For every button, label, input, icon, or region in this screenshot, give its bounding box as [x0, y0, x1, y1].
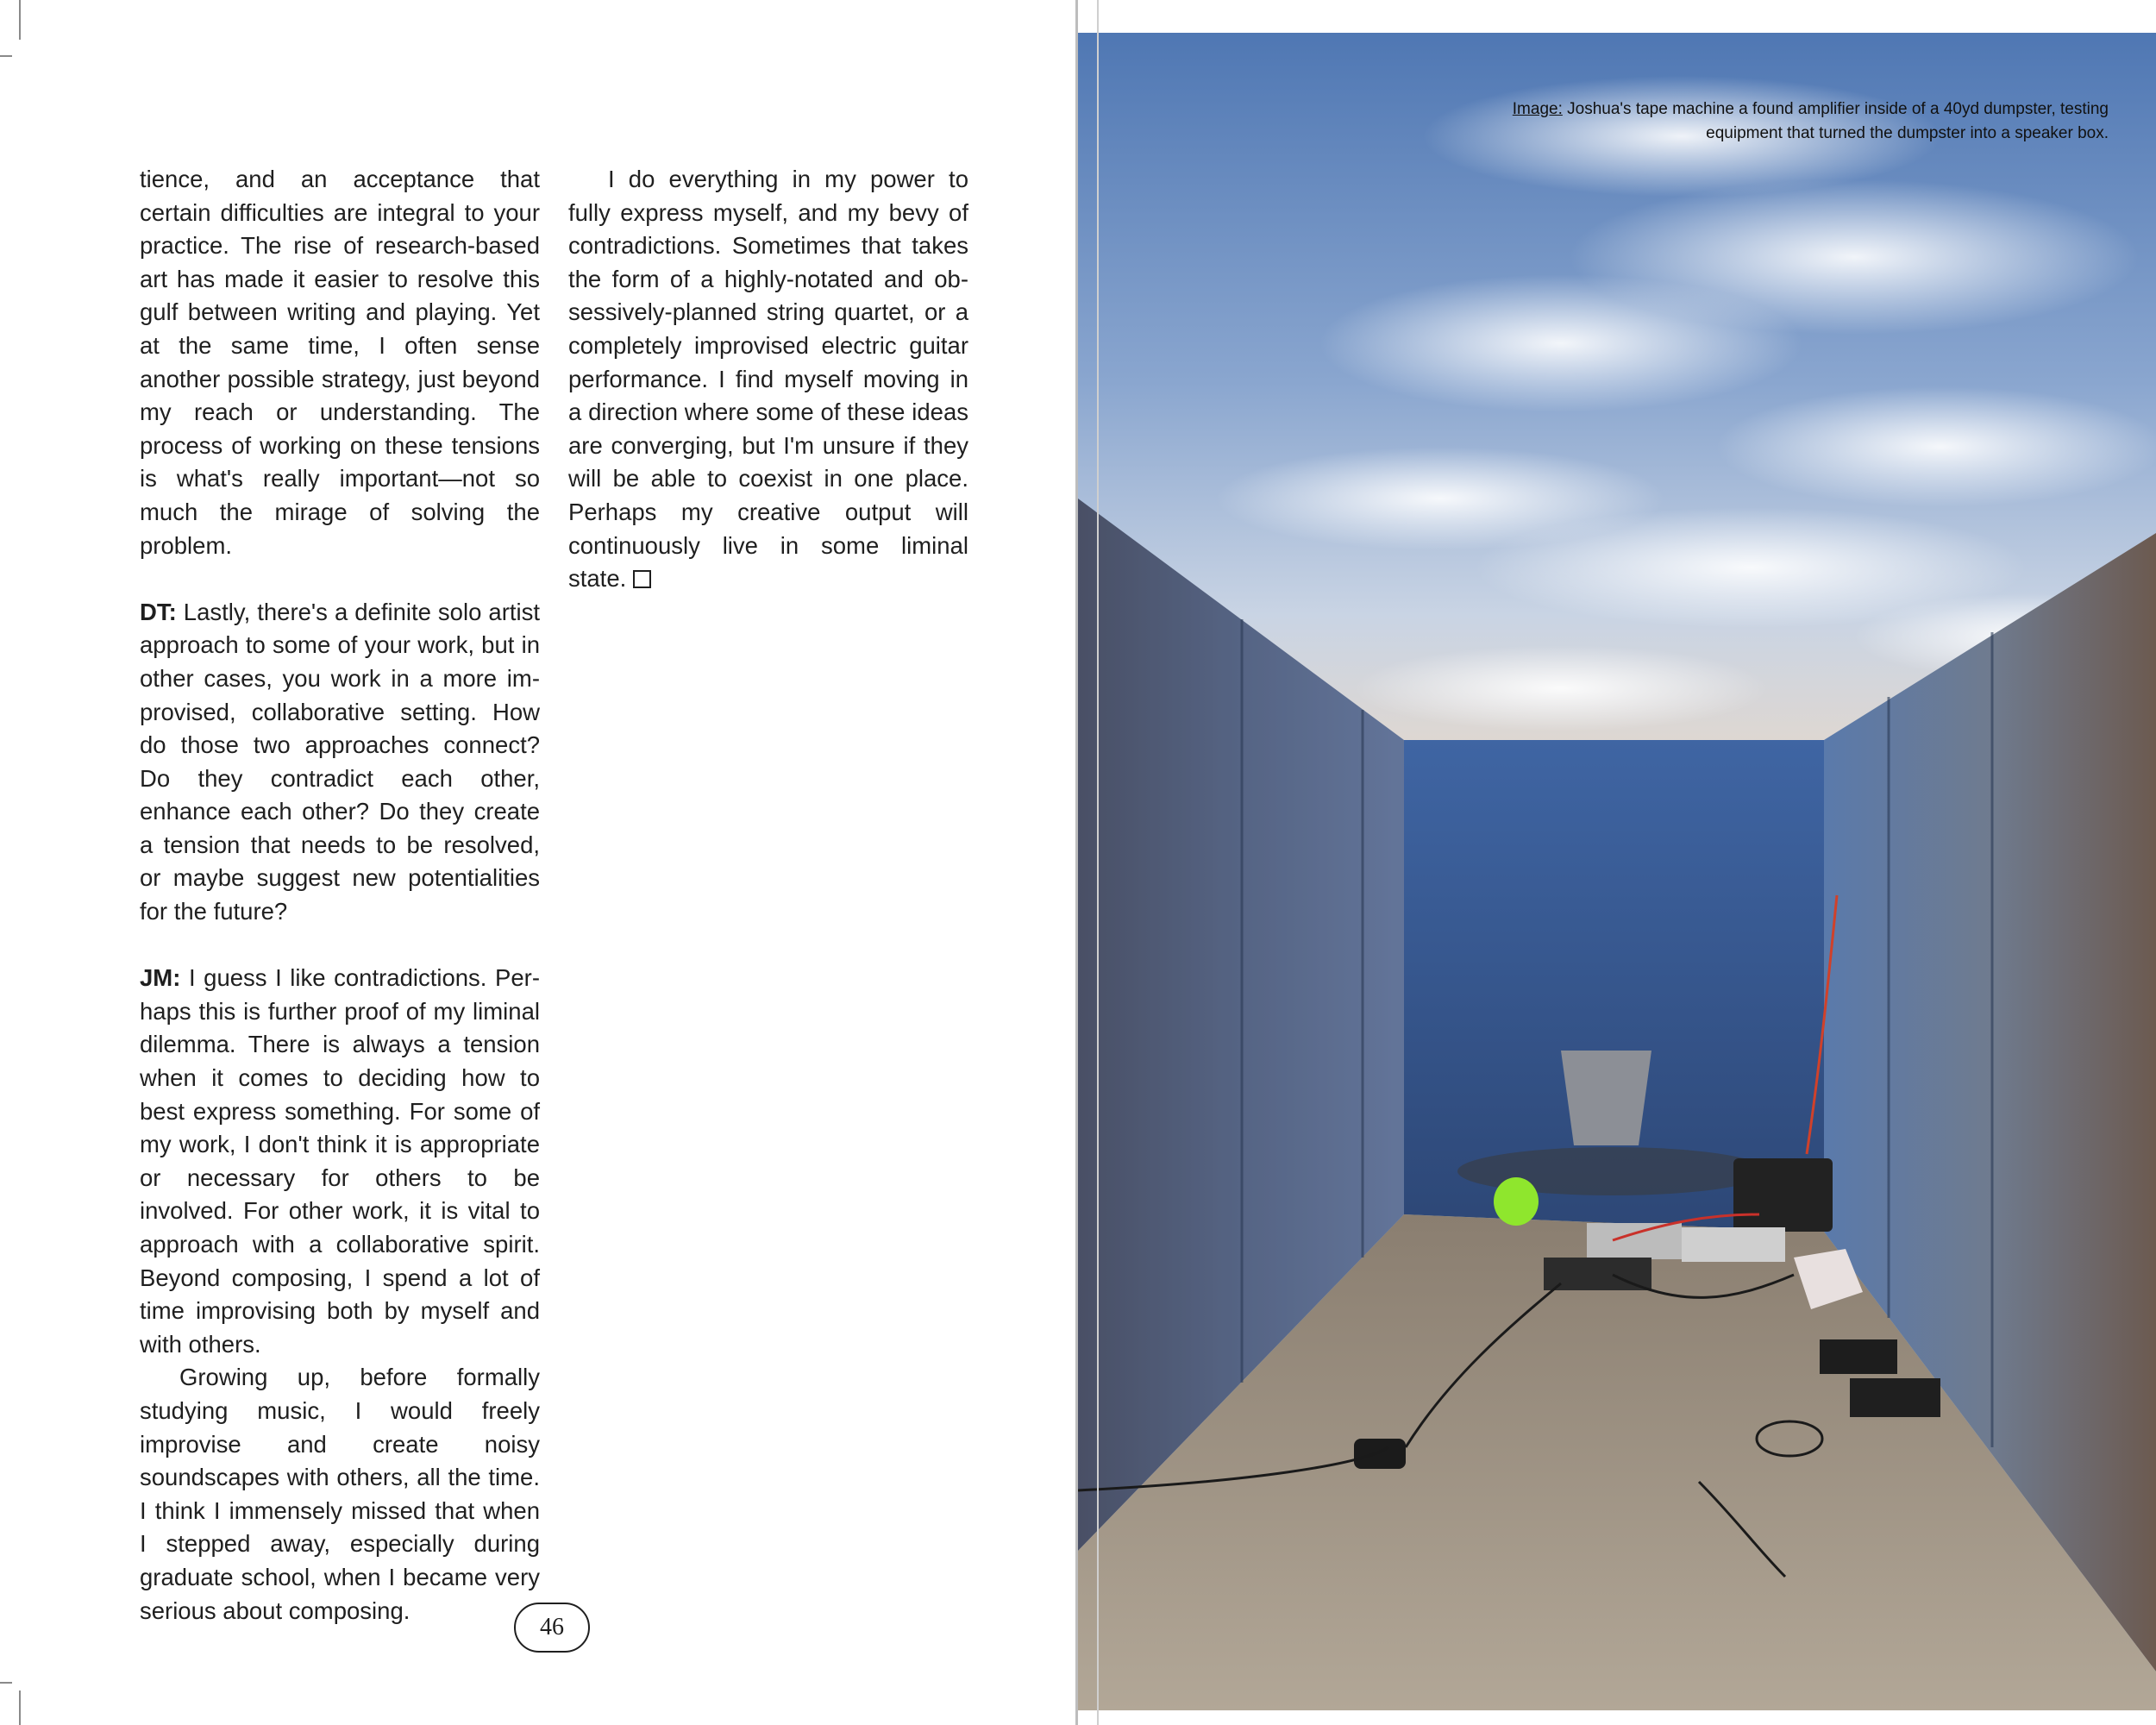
text-column-2	[568, 163, 968, 596]
text-column-1	[140, 163, 540, 1628]
caption-text: Joshua's tape machine a found amplifier inside of a 40yd dumpster, testing equipment that turned the dumpster into a speaker box.	[1562, 100, 2109, 142]
interview-question	[140, 596, 540, 929]
crop-mark	[0, 55, 12, 57]
paragraph-text: I do everything in my power to fully express myself, and my bevy of contradictions. Sometimes that takes the form of a highly-notated and obsessively-planned string quartet, or a completely improvised electric guitar performance. I find myself moving in a direction where some of these ideas are converging, but I'm unsure if they will be able to coexist in one place. Perhaps my creative output will continuously live in some liminal state.	[568, 166, 968, 593]
paragraph	[568, 163, 968, 596]
dumpster-photo	[1078, 33, 2156, 1710]
answer-text: I guess I like contradictions. Perhaps this is further proof of my liminal dilemma. There is always a tension when it comes to deciding how to best express something. For some of my work, I don't think it is appropriate or necessary for others to be involved. For other work, it is vital to approach with a collaborative spirit. Beyond composing, I spend a lot of time improvising both by myself and with others.	[140, 964, 540, 1358]
paragraph: Growing up, before formally studying music, I would freely improvise and create noisy soundscapes with others, all the time. I think I immensely missed that when I stepped away, especially during graduate school, when I became very serious about composing.	[140, 1364, 540, 1624]
caption-label: Image:	[1512, 100, 1563, 118]
paragraph: tience, and an acceptance that certain difficulties are integral to your practice. The rise of research-based art has made it easier to resolve this gulf between writing and playing. Yet at the same time, I often sense another possible strategy, just beyond my reach or understanding. The process of working on these tensions is what's really important—not so much the mirage of solving the problem.	[140, 166, 540, 559]
photo-caption	[1505, 97, 2109, 146]
crop-mark	[19, 0, 21, 40]
right-page	[1078, 0, 2156, 1725]
interview-answer	[140, 962, 540, 1361]
crop-mark	[1097, 0, 1099, 1725]
crop-mark	[0, 1682, 12, 1684]
page-number: 46	[514, 1603, 590, 1653]
end-mark-icon	[633, 570, 651, 588]
question-text: Lastly, there's a definite solo artist approach to some of your work, but in other cases, you work in a more improvised, collaborative setting. How do those two approaches connect? Do they contradict each other, enhance each other? Do they create a tension that needs to be resolved, or maybe suggest new potentialities for the future?	[140, 598, 540, 925]
photo-illustration	[1078, 33, 2156, 1710]
crop-mark	[19, 1690, 21, 1725]
speaker-label: JM:	[140, 964, 181, 992]
speaker-label: DT:	[140, 598, 177, 625]
left-page	[0, 0, 1075, 1725]
